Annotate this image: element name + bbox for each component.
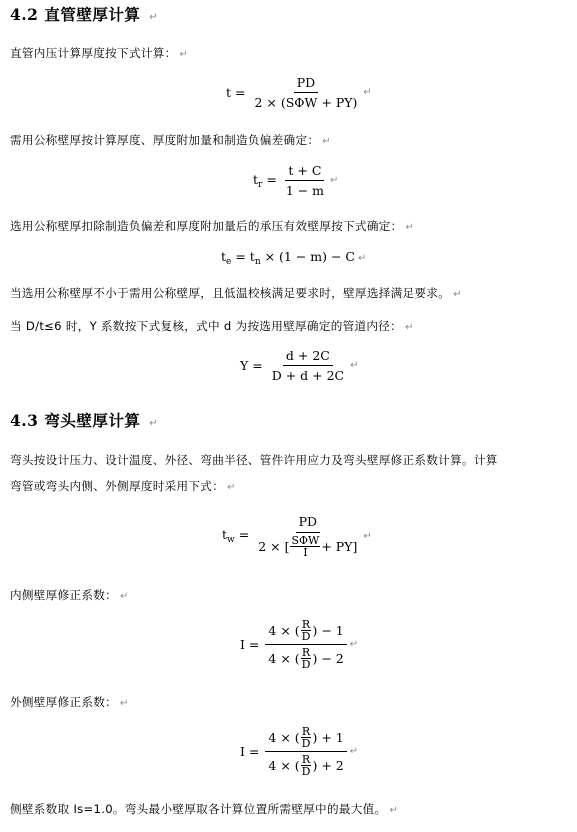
- equation-fraction: [255, 514, 360, 558]
- paragraph-text: 选用公称壁厚扣除制造负偏差和厚度附加量后的承压有效壁厚按下式确定：: [10, 219, 403, 233]
- paragraph-effective-thickness: [10, 218, 414, 234]
- paragraph-mark-icon: ↵: [350, 360, 359, 371]
- paragraph-mark-icon: ↵: [149, 418, 159, 429]
- paragraph-mark-icon: ↵: [149, 12, 159, 23]
- paragraph-text: 当 D/t≤6 时，Y 系数按下式复核，式中 d 为按选用壁厚确定的管道内径：: [10, 319, 403, 333]
- paragraph-mark-icon: ↵: [349, 639, 359, 650]
- paragraph-mark-icon: ↵: [120, 591, 129, 602]
- paragraph-mark-icon: ↵: [405, 222, 415, 233]
- section-heading-4-3: [10, 409, 158, 431]
- paragraph-mark-icon: ↵: [389, 805, 399, 816]
- paragraph-mark-icon: ↵: [227, 482, 236, 493]
- section-number: 4.2: [10, 5, 39, 24]
- paragraph-internal-pressure: [10, 45, 188, 61]
- paragraph-text: 直管内压计算厚度按下式计算：: [10, 46, 177, 60]
- equation-fraction: [269, 348, 347, 383]
- equation-required-thickness: [253, 163, 338, 198]
- equation-effective-thickness: $t_e = t_n \times (1 - m) - C$ ↵: [221, 249, 367, 267]
- equation-lhs: I =: [240, 744, 260, 759]
- paragraph-bend-calculation-2: [10, 478, 236, 494]
- paragraph-mark-icon: ↵: [405, 322, 414, 333]
- paragraph-mark-icon: ↵: [363, 530, 372, 542]
- fraction-denominator: 2 × (SΦW + PY): [254, 95, 358, 110]
- fraction-numerator: PD: [294, 75, 318, 93]
- paragraph-mark-icon: ↵: [120, 698, 129, 709]
- section-title: 直管壁厚计算: [44, 6, 141, 24]
- paragraph-bend-calculation-1: [10, 452, 498, 468]
- fraction-denominator: 4 × ( $\frac{R}{D}$ ) + 2: [268, 753, 344, 778]
- paragraph-selection-criteria: [10, 285, 462, 301]
- fraction-numerator: t + C: [285, 163, 324, 181]
- section-title: 弯头壁厚计算: [44, 412, 141, 430]
- fraction-denominator: 1 − m: [285, 183, 325, 198]
- paragraph-mark-icon: ↵: [179, 49, 189, 60]
- paragraph-text: 当选用公称壁厚不小于需用公称壁厚，且低温校核满足要求时，壁厚选择满足要求。: [10, 286, 451, 300]
- equation-lhs: $t_w$ =: [222, 527, 250, 545]
- equation-lhs: Y =: [240, 358, 263, 373]
- equation-fraction: [251, 75, 360, 110]
- fraction-numerator: PD: [296, 514, 320, 533]
- equation-lhs: I =: [240, 637, 260, 652]
- paragraph-inner-factor: [10, 587, 129, 603]
- equation-outer-factor: [240, 726, 358, 777]
- fraction-numerator: d + 2C: [283, 348, 333, 366]
- equation-fraction: [265, 619, 346, 670]
- paragraph-mark-icon: ↵: [453, 289, 462, 300]
- inner-fraction: $\frac{\text{SΦW}}{I}$: [291, 534, 320, 559]
- paragraph-text: 需用公称壁厚按计算厚度、厚度附加量和制造负偏差确定：: [10, 133, 320, 147]
- fraction-numerator: 4 × ( $\frac{R}{D}$ ) + 1: [265, 726, 346, 752]
- equation-wall-thickness: [226, 75, 372, 110]
- section-number: 4.3: [10, 411, 39, 430]
- paragraph-mark-icon: ↵: [322, 136, 331, 147]
- paragraph-text: 侧壁系数取 Is=1.0。弯头最小壁厚取各计算位置所需壁厚中的最大值。: [10, 802, 387, 816]
- paragraph-y-coefficient: [10, 318, 414, 334]
- paragraph-mark-icon: ↵: [330, 175, 339, 186]
- paragraph-mark-icon: ↵: [358, 253, 367, 264]
- equation-lhs: t =: [226, 85, 246, 100]
- paragraph-side-factor: [10, 801, 398, 817]
- paragraph-outer-factor: [10, 694, 129, 710]
- equation-inner-factor: [240, 619, 358, 670]
- paragraph-text: 内侧壁厚修正系数：: [10, 588, 118, 602]
- equation-y-coefficient: [240, 348, 358, 383]
- paragraph-mark-icon: ↵: [349, 746, 359, 757]
- equation-lhs: $t_r$ =: [253, 171, 277, 190]
- fraction-denominator: 2 × [ $\frac{\text{SΦW}}{I}$ + PY]: [258, 534, 358, 559]
- fraction-denominator: 4 × ( $\frac{R}{D}$ ) − 2: [268, 646, 344, 671]
- paragraph-text: 外侧壁厚修正系数：: [10, 695, 118, 709]
- section-heading-4-2: [10, 3, 158, 25]
- equation-fraction: [265, 726, 346, 777]
- equation-fraction: [283, 163, 327, 198]
- fraction-denominator: D + d + 2C: [271, 368, 345, 383]
- paragraph-mark-icon: ↵: [363, 87, 372, 98]
- paragraph-required-thickness: [10, 132, 331, 148]
- equation-bend-thickness: [222, 514, 372, 558]
- fraction-numerator: 4 × ( $\frac{R}{D}$ ) − 1: [265, 619, 346, 645]
- paragraph-text: 弯头按设计压力、设计温度、外径、弯曲半径、管件许用应力及弯头壁厚修正系数计算。计算: [10, 453, 498, 467]
- paragraph-text: 弯管或弯头内侧、外侧厚度时采用下式：: [10, 479, 225, 493]
